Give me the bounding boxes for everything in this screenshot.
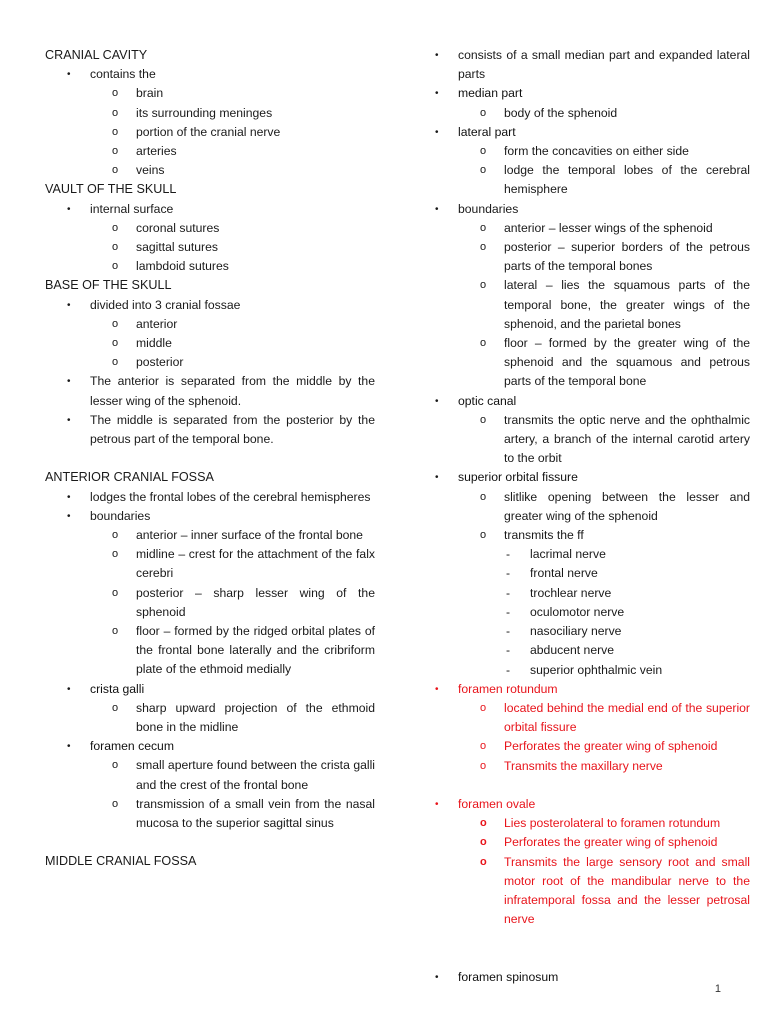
item-text: transmits the optic nerve and the ophthalmic artery, a branch of the internal carotid artery to the orbit [504, 412, 750, 466]
circle-marker: o [480, 106, 487, 119]
item-text: form the concavities on either side [504, 144, 689, 159]
page-number: 1 [714, 983, 721, 995]
bullet-marker: • [435, 683, 439, 695]
bullet-marker: • [435, 472, 439, 484]
item-text: crista galli [90, 681, 145, 696]
item-text: posterior – sharp lesser wing of the sphenoid [136, 585, 375, 619]
dash-marker: - [506, 547, 511, 562]
item-text: The middle is separated from the posterior by the petrous part of the temporal bone. [90, 412, 375, 447]
sub-item-veins [45, 161, 375, 180]
sub-item-lambdoid-sutures [45, 257, 375, 276]
item-text: lateral – lies the squamous parts of the temporal bone, the greater wings of the sphenoid, and the parietal bones [504, 278, 750, 331]
bullet-item-foramen-rotundum [413, 680, 750, 699]
item-text: lateral part [458, 124, 516, 139]
circle-marker: o [112, 797, 119, 810]
bullet-marker: • [435, 798, 439, 810]
circle-marker: o [112, 241, 119, 253]
sub-item-anterior-lesser-wings-of-the-sphenoid [413, 219, 750, 238]
dash-marker: - [506, 624, 511, 639]
bullet-item-the-middle-is-separated-from-the-posteri [45, 411, 375, 449]
circle-marker: o [480, 855, 487, 868]
sub-item-transmission-of-a-small-vein-from-the-na [45, 795, 375, 833]
blank-line [413, 929, 750, 948]
circle-marker: o [112, 529, 119, 541]
circle-marker: o [112, 548, 119, 561]
bullet-marker: • [67, 69, 71, 81]
circle-marker: o [112, 87, 119, 100]
item-text: body of the sphenoid [504, 105, 618, 120]
sub-item-floor-formed-by-the-ridged-orbital-plate [45, 622, 375, 680]
item-text: portion of the cranial nerve [136, 124, 281, 139]
bullet-item-divided-into-3-cranial-fossae [45, 296, 375, 315]
circle-marker: o [112, 356, 119, 369]
nerve-item-nasociliary-nerve [413, 622, 750, 641]
item-text: lodge the temporal lobes of the cerebral hemisphere [504, 163, 750, 197]
nerve-item-frontal-nerve [413, 564, 750, 583]
bullet-marker: • [435, 126, 439, 138]
item-text: its surrounding meninges [136, 105, 273, 120]
bullet-marker: • [67, 376, 71, 388]
item-text: posterior [136, 355, 184, 370]
sub-item-lateral-lies-the-squamous-parts-of-the-t [413, 276, 750, 334]
bullet-marker: • [435, 203, 439, 215]
circle-marker: o [480, 836, 487, 849]
item-text: sharp upward projection of the ethmoid bone in the midline [136, 700, 375, 735]
sub-item-located-behind-the-medial-end-of-the-sup [413, 699, 750, 737]
item-text: posterior – superior borders of the petrous parts of the temporal bones [504, 240, 750, 274]
item-text: Transmits the maxillary nerve [504, 758, 663, 773]
sub-item-middle [45, 334, 375, 353]
bullet-item-crista-galli [45, 680, 375, 699]
circle-marker: o [112, 221, 119, 234]
dash-marker: - [506, 662, 511, 677]
nerve-item-oculomotor-nerve [413, 603, 750, 622]
sub-item-sharp-upward-projection-of-the-ethmoid-b [45, 699, 375, 737]
item-text: floor – formed by the greater wing of the sphenoid and the squamous and petrous parts of the temporal bone [504, 336, 750, 389]
circle-marker: o [480, 221, 487, 234]
circle-marker: o [480, 413, 487, 426]
circle-marker: o [112, 759, 119, 772]
sub-item-form-the-concavities-on-either-side [413, 142, 750, 161]
sub-item-perforates-the-greater-wing-of-sphenoid [413, 737, 750, 756]
circle-marker: o [112, 125, 119, 138]
item-text: nasociliary nerve [530, 624, 622, 639]
sub-item-anterior [45, 315, 375, 334]
blank-line [45, 833, 375, 852]
item-text: foramen cecum [90, 739, 174, 754]
sub-item-portion-of-the-cranial-nerve [45, 123, 375, 142]
circle-marker: o [480, 490, 487, 503]
bullet-item-internal-surface [45, 200, 375, 219]
circle-marker: o [112, 337, 119, 349]
blank-line [413, 776, 750, 795]
bullet-item-lodges-the-frontal-lobes-of-the-cerebral [45, 488, 375, 507]
circle-marker: o [112, 164, 119, 177]
dash-marker: - [506, 604, 511, 619]
item-text: boundaries [458, 201, 519, 216]
circle-marker: o [112, 106, 119, 119]
bullet-marker: • [435, 395, 439, 407]
item-text: arteries [136, 144, 177, 158]
right-column [413, 46, 750, 987]
item-text: coronal sutures [136, 220, 220, 235]
item-text: foramen rotundum [458, 681, 558, 696]
circle-marker: o [480, 817, 487, 830]
bullet-marker: • [67, 510, 71, 522]
section-heading-middle-cranial-fossa: MIDDLE CRANIAL FOSSA [45, 854, 197, 869]
item-text: oculomotor nerve [530, 604, 625, 619]
nerve-item-trochlear-nerve [413, 584, 750, 603]
item-text: median part [458, 86, 523, 101]
item-text: frontal nerve [530, 566, 598, 581]
item-text: Lies posterolateral to foramen rotundum [504, 816, 721, 831]
item-text: internal surface [90, 201, 174, 216]
section-heading-vault-of-the-skull: VAULT OF THE SKULL [45, 182, 177, 197]
sub-item-midline-crest-for-the-attachment-of-the- [45, 545, 375, 583]
item-text: boundaries [90, 508, 151, 523]
circle-marker: o [112, 260, 119, 273]
sub-item-floor-formed-by-the-greater-wing-of-the- [413, 334, 750, 392]
circle-marker: o [112, 145, 119, 157]
circle-marker: o [112, 586, 119, 599]
bullet-marker: • [67, 203, 71, 215]
sub-item-posterior-sharp-lesser-wing-of-the-sphen [45, 584, 375, 622]
item-text: superior orbital fissure [458, 470, 578, 485]
item-text: divided into 3 cranial fossae [90, 297, 241, 312]
item-text: optic canal [458, 393, 517, 408]
item-text: veins [136, 163, 165, 178]
item-text: anterior [136, 316, 178, 331]
sub-item-arteries [45, 142, 375, 161]
item-text: middle [136, 336, 172, 350]
bullet-marker: • [67, 683, 71, 695]
item-text: lodges the frontal lobes of the cerebral hemispheres [90, 489, 371, 504]
bullet-item-boundaries [413, 200, 750, 219]
dash-marker: - [506, 643, 511, 658]
sub-item-posterior [45, 353, 375, 372]
item-text: floor – formed by the ridged orbital plates of the frontal bone laterally and the cribriform plate of the ethmoid medially [136, 624, 375, 677]
item-text: superior ophthalmic vein [530, 662, 663, 677]
sub-item-coronal-sutures [45, 219, 375, 238]
sub-item-perforates-the-greater-wing-of-sphenoid [413, 833, 750, 852]
circle-marker: o [480, 145, 487, 158]
item-text: foramen ovale [458, 796, 536, 811]
sub-item-brain [45, 84, 375, 103]
item-text: abducent nerve [530, 643, 615, 658]
bullet-marker: • [435, 50, 439, 61]
sub-item-sagittal-sutures [45, 238, 375, 257]
dash-marker: - [506, 585, 511, 600]
item-text: located behind the medial end of the superior orbital fissure [504, 700, 750, 735]
sub-item-lodge-the-temporal-lobes-of-the-cerebral [413, 161, 750, 199]
bullet-item-optic-canal [413, 392, 750, 411]
circle-marker: o [480, 740, 487, 753]
bullet-item-contains-the [45, 65, 375, 84]
item-text: Transmits the large sensory root and small motor root of the mandibular nerve to the infratemporal fossa and the lesser petrosal nerve [504, 854, 750, 927]
sub-item-transmits-the-large-sensory-root-and-sma [413, 853, 750, 930]
sub-item-transmits-the-maxillary-nerve [413, 757, 750, 776]
bullet-item-median-part [413, 84, 750, 103]
bullet-item-foramen-cecum [45, 737, 375, 756]
sub-item-its-surrounding-meninges [45, 104, 375, 123]
item-text: transmission of a small vein from the nasal mucosa to the superior sagittal sinus [136, 796, 375, 831]
sub-item-transmits-the-ff [413, 526, 750, 545]
item-text: sagittal sutures [136, 240, 218, 254]
item-text: trochlear nerve [530, 585, 612, 600]
bullet-marker: • [67, 414, 71, 426]
circle-marker: o [480, 279, 487, 292]
nerve-item-superior-ophthalmic-vein [413, 661, 750, 680]
sub-item-body-of-the-sphenoid [413, 104, 750, 123]
bullet-item-boundaries [45, 507, 375, 526]
bullet-marker: • [67, 299, 71, 311]
nerve-item-lacrimal-nerve [413, 545, 750, 564]
blank-line [45, 449, 375, 468]
sub-item-transmits-the-optic-nerve-and-the-ophtha [413, 411, 750, 469]
item-text: lambdoid sutures [136, 259, 229, 274]
item-text: Perforates the greater wing of sphenoid [504, 835, 718, 850]
bullet-item-lateral-part [413, 123, 750, 142]
item-text: brain [136, 86, 164, 101]
item-text: midline – crest for the attachment of the falx cerebri [136, 547, 375, 581]
bullet-item-the-anterior-is-separated-from-the-middl [45, 372, 375, 410]
item-text: slitlike opening between the lesser and greater wing of the sphenoid [504, 489, 750, 523]
bullet-item-consists-of-a-small-median-part-and-expa [413, 46, 750, 84]
circle-marker: o [480, 241, 487, 254]
bullet-item-foramen-ovale [413, 795, 750, 814]
bullet-marker: • [67, 741, 71, 753]
sub-item-small-aperture-found-between-the-crista- [45, 756, 375, 794]
left-column [45, 46, 375, 872]
item-text: The anterior is separated from the middle by the lesser wing of the sphenoid. [90, 374, 375, 408]
item-text: small aperture found between the crista galli and the crest of the frontal bone [136, 758, 375, 792]
sub-item-slitlike-opening-between-the-lesser-and- [413, 488, 750, 526]
item-text: anterior – inner surface of the frontal bone [136, 528, 363, 542]
section-heading-base-of-the-skull: BASE OF THE SKULL [45, 278, 172, 293]
blank-line [413, 949, 750, 968]
section-heading-anterior-cranial-fossa: ANTERIOR CRANIAL FOSSA [45, 470, 214, 485]
nerve-item-abducent-nerve [413, 641, 750, 660]
item-text: lacrimal nerve [530, 547, 606, 562]
circle-marker: o [112, 317, 119, 330]
item-text: anterior – lesser wings of the sphenoid [504, 220, 713, 235]
circle-marker: o [480, 164, 487, 177]
circle-marker: o [480, 337, 487, 350]
section-heading-cranial-cavity: CRANIAL CAVITY [45, 48, 148, 62]
bullet-marker: • [435, 88, 439, 100]
bullet-marker: • [67, 491, 71, 503]
circle-marker: o [480, 701, 487, 714]
sub-item-posterior-superior-borders-of-the-petrou [413, 238, 750, 276]
item-text: transmits the ff [504, 528, 584, 543]
bullet-item-superior-orbital-fissure [413, 468, 750, 487]
item-text: Perforates the greater wing of sphenoid [504, 739, 718, 754]
sub-item-anterior-inner-surface-of-the-frontal-bo [45, 526, 375, 545]
circle-marker: o [480, 529, 487, 542]
item-text: foramen spinosum [458, 969, 559, 984]
bullet-marker: • [435, 971, 439, 983]
item-text: consists of a small median part and expanded lateral parts [458, 48, 750, 82]
sub-item-lies-posterolateral-to-foramen-rotundum [413, 814, 750, 833]
circle-marker: o [480, 759, 487, 772]
item-text: contains the [90, 67, 156, 82]
bullet-item-foramen-spinosum [413, 968, 750, 987]
dash-marker: - [506, 566, 511, 581]
circle-marker: o [112, 625, 119, 638]
circle-marker: o [112, 701, 119, 714]
